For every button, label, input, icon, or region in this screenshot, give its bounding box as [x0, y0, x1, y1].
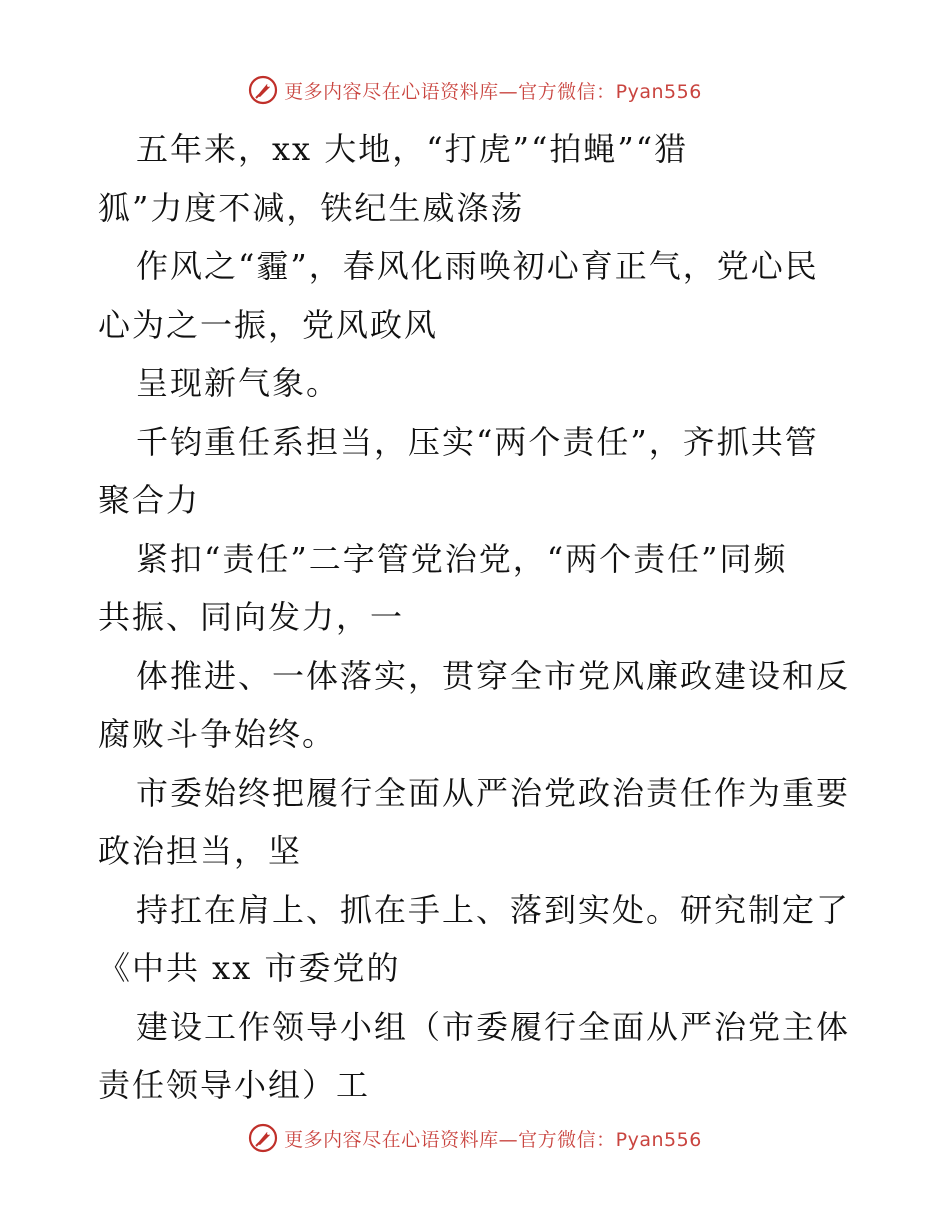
text-line: 心为之一振，党风政风	[98, 305, 439, 344]
text-line: 聚合力	[98, 481, 201, 519]
text-line: 政治担当，坚	[98, 832, 303, 870]
pen-nib-logo-icon	[248, 1123, 278, 1153]
header-banner	[0, 70, 950, 110]
header-banner-text: 更多内容尽在心语资料库—官方微信：Pyan556	[284, 80, 702, 103]
footer-banner-text: 更多内容尽在心语资料库—官方微信：Pyan556	[284, 1128, 702, 1151]
text-line: 建设工作领导小组（市委履行全面从严治党主体	[136, 1007, 851, 1046]
text-line: 责任领导小组）工	[98, 1066, 371, 1104]
text-line: 体推进、一体落实，贯穿全市党风廉政建设和反	[136, 656, 851, 695]
text-line: 狐”力度不减，铁纪生威涤荡	[98, 188, 525, 227]
text-line: 市委始终把履行全面从严治党政治责任作为重要	[136, 773, 851, 812]
text-line: 五年来，xx 大地，“打虎”“拍蝇”“猎	[136, 130, 689, 168]
text-line: 作风之“霾”，春风化雨唤初心育正气，党心民	[136, 247, 819, 285]
text-line: 腐败斗争始终。	[98, 715, 337, 753]
document-body	[98, 120, 858, 1115]
text-line: 呈现新气象。	[136, 364, 341, 402]
footer-banner	[0, 1118, 950, 1158]
text-line: 紧扣“责任”二字管党治党，“两个责任”同频	[136, 539, 788, 578]
text-line: 共振、同向发力，一	[98, 598, 405, 636]
pen-nib-logo-icon	[248, 75, 278, 105]
text-line: 《中共 xx 市委党的	[98, 949, 401, 987]
text-line: 千钧重任系担当，压实“两个责任”，齐抓共管	[136, 422, 819, 461]
text-line: 持扛在肩上、抓在手上、落到实处。研究制定了	[136, 890, 851, 929]
